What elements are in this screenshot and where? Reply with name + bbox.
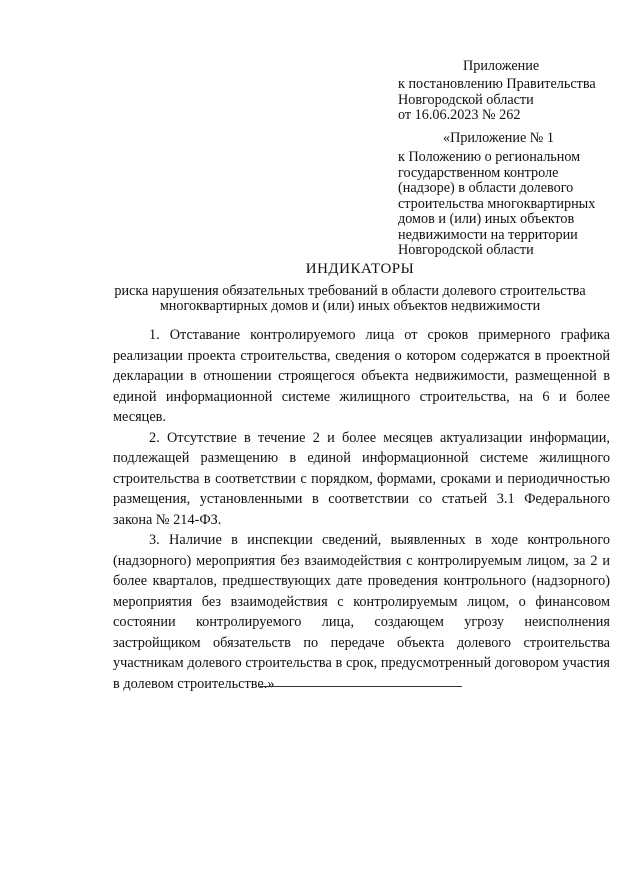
document-subtitle <box>110 284 590 314</box>
original-annex-reference <box>398 150 618 259</box>
annex-reference <box>398 77 618 124</box>
annex-line: к Положению о региональном <box>398 149 581 165</box>
annex-line: Новгородской области <box>398 91 534 108</box>
annex-line: строительства многоквартирных <box>398 195 596 212</box>
annex-line: от 16.06.2023 № 262 <box>398 107 521 123</box>
end-divider <box>260 686 462 687</box>
annex-line: государственном контроле <box>398 164 559 181</box>
subtitle-line: риска нарушения обязательных требований в области долевого строительства <box>114 283 586 299</box>
paragraph: 3. Наличие в инспекции сведений, выявленных в ходе контрольного (надзорного) мероприятия без взаимодействия с контролируемым лицом, за 2 и более кварталов, предшествующих дате проведения контрольного (надзорного) мероприятия без взаимодействия с контролируемым лицом, о финансовом состоянии контролируемого лица, создающем угрозу неисполнения застройщиком обязательств по передаче объекта долевого строительства участникам долевого строительства в срок, предусмотренный договором участия в долевом строительстве.» <box>113 532 610 692</box>
paragraph: 2. Отсутствие в течение 2 и более месяцев актуализации информации, подлежащей размещению в единой информационной системе жилищного строительства в соответствии с порядком, формами, сроками и периодичностью размещения, установленными в соответствии со статьей 3.1 Федерального закона № 214-ФЗ. <box>113 429 610 528</box>
paragraph: 1. Отставание контролируемого лица от сроков примерного графика реализации проекта строительства, сведения о котором содержатся в проектной декларации в отношении строящегося объекта недвижимости, размещенной в единой информационной системе жилищного строительства, на 6 и более месяцев. <box>113 327 610 425</box>
document-title: ИНДИКАТОРЫ <box>305 261 415 277</box>
original-annex-title: «Приложение № 1 <box>443 130 554 146</box>
annex-line: Новгородской области <box>398 242 534 258</box>
annex-line: домов и (или) иных объектов <box>398 211 575 227</box>
subtitle-line: многоквартирных домов и (или) иных объектов недвижимости <box>159 298 541 314</box>
annex-line: недвижимости на территории <box>398 226 578 243</box>
annex-title: Приложение <box>463 58 540 74</box>
annex-line: (надзоре) в области долевого <box>398 180 574 196</box>
annex-line: к постановлению Правительства <box>398 76 596 92</box>
document-body <box>113 325 610 694</box>
